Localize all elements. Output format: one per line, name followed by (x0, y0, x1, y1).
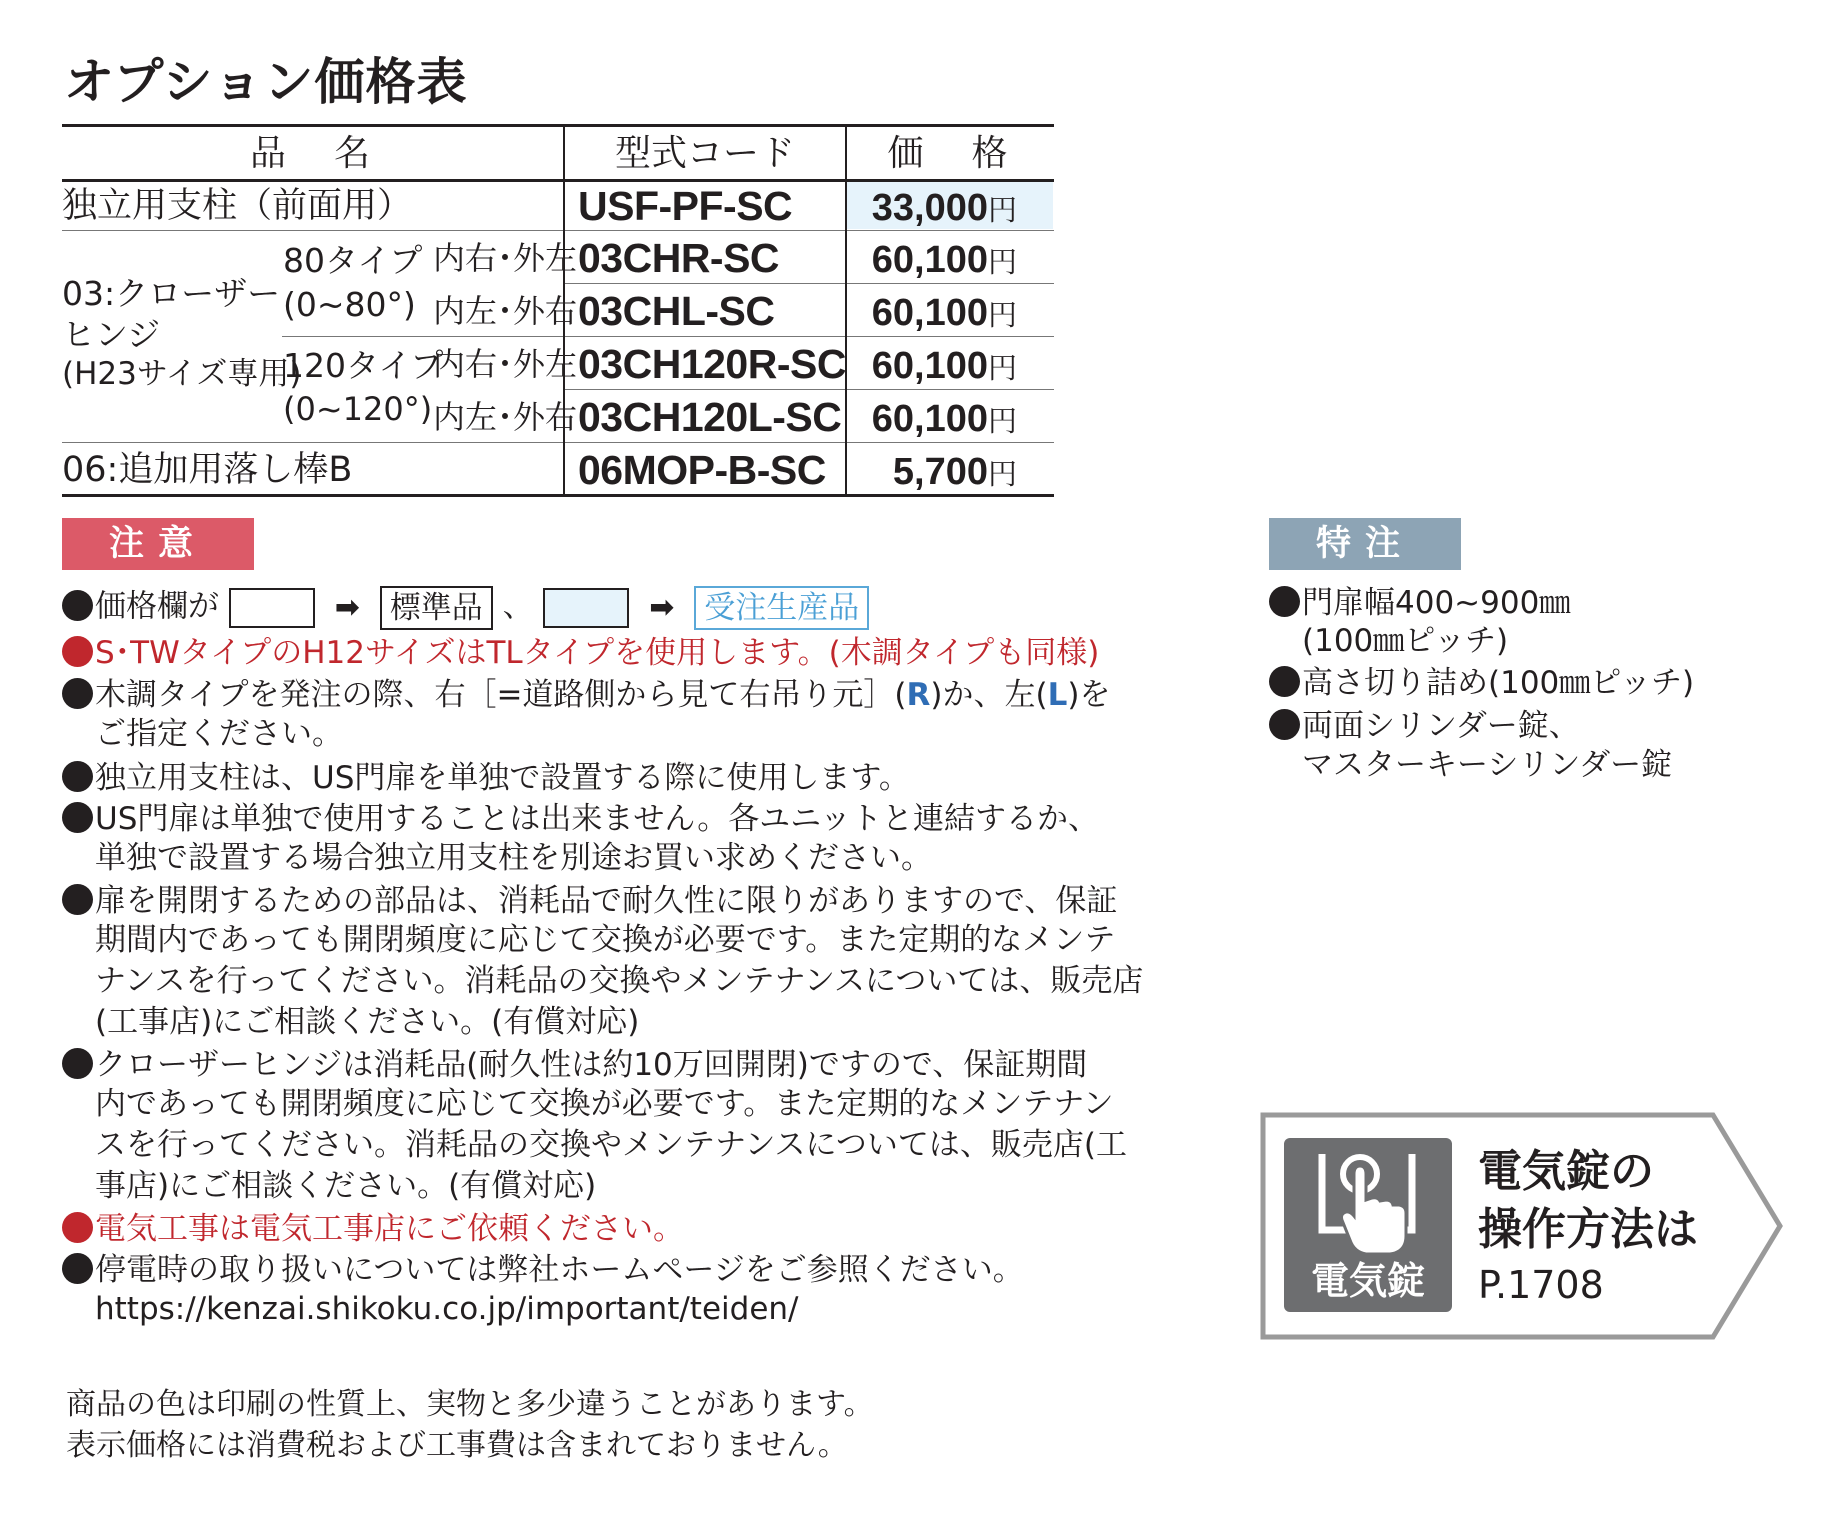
row-code: 03CHR-SC (578, 235, 780, 281)
header-name: 品 名 (249, 133, 376, 174)
table-bottom-rule (62, 494, 1054, 497)
type120-label: 120タイプ (283, 346, 444, 385)
caution-url[interactable]: https://kenzai.shikoku.co.jp/important/teiden/ (95, 1291, 799, 1327)
row-price: 60,100円 (871, 239, 1017, 281)
caution-item-cont: 事店)にご相談ください。(有償対応) (95, 1168, 597, 1204)
bullet-icon (62, 1253, 93, 1284)
caution-item: 停電時の取り扱いについては弊社ホームページをご参照ください。 (62, 1253, 1024, 1286)
special-item-cont: マスターキーシリンダー錠 (1302, 747, 1673, 783)
type120-range: (0~120°) (283, 390, 433, 428)
caution-item: S･TWタイプのH12サイズはTLタイプを使用します。(木調タイプも同様) (62, 636, 1099, 669)
row-code: 06MOP-B-SC (578, 447, 826, 493)
bullet-icon (62, 802, 93, 833)
touch-panel-icon (1300, 1148, 1436, 1258)
special-item: 高さ切り詰め(100㎜ピッチ) (1269, 666, 1694, 699)
caution-item-cont: ご指定ください。 (95, 716, 343, 752)
row-name: 独立用支柱（前面用） (62, 186, 413, 226)
table-top-rule (62, 124, 1054, 127)
caution-item: US門扉は単独で使用することは出来ません。各ユニットと連結するか、 (62, 802, 1099, 835)
row-name: 06:追加用落し棒B (62, 450, 353, 490)
made-to-order-legend-swatch (543, 588, 629, 628)
type80-label: 80タイプ (283, 241, 423, 280)
bullet-icon (62, 678, 93, 709)
promo-page-ref[interactable]: P.1708 (1478, 1263, 1604, 1307)
legend-line: 価格欄が ➡ 標準品 、 ➡ 受注生産品 (62, 586, 869, 630)
bullet-icon (62, 1048, 93, 1079)
standard-legend-swatch (229, 588, 315, 628)
row-code: USF-PF-SC (578, 183, 793, 229)
row-price: 60,100円 (871, 398, 1017, 440)
special-order-label: 特注 (1269, 518, 1461, 570)
bullet-icon (62, 1212, 93, 1243)
header-price: 価 格 (887, 133, 1014, 174)
promo-heading-line2: 操作方法は (1478, 1204, 1698, 1255)
side-label: 内右･外左 (433, 239, 578, 277)
footer-note: 表示価格には消費税および工事費は含まれておりません。 (66, 1428, 848, 1463)
option-price-table (0, 0, 1060, 510)
special-item: 両面シリンダー錠、 (1269, 709, 1580, 742)
hinge-group-label-1: 03:クローザー (62, 274, 281, 313)
row-price: 33,000円 (871, 187, 1017, 229)
caution-item: 木調タイプを発注の際、右［=道路側から見て右吊り元］(R)か、左(L)を (62, 678, 1110, 711)
footer-note: 商品の色は印刷の性質上、実物と多少違うことがあります。 (66, 1387, 874, 1422)
bullet-icon (1269, 586, 1300, 617)
bullet-icon (62, 761, 93, 792)
side-label: 内左･外右 (433, 292, 578, 330)
row-divider (564, 283, 1054, 284)
bullet-icon (62, 590, 93, 621)
type80-range: (0~80°) (283, 285, 416, 324)
caution-item-cont: 単独で設置する場合独立用支柱を別途お買い求めください。 (95, 840, 932, 876)
caution-item-cont: 内であっても開閉頻度に応じて交換が必要です。また定期的なメンテナン (95, 1086, 1114, 1122)
side-label: 内右･外左 (433, 345, 578, 383)
promo-heading-line1: 電気錠の (1478, 1146, 1654, 1197)
header-bottom-rule (62, 179, 1054, 182)
caution-item-cont: 期間内であっても開閉頻度に応じて交換が必要です。また定期的なメンテ (95, 922, 1116, 958)
caution-label: 注意 (62, 518, 254, 570)
bullet-icon (62, 884, 93, 915)
row-code: 03CH120L-SC (578, 394, 842, 440)
caution-item-cont: (工事店)にご相談ください。(有償対応) (95, 1004, 640, 1040)
caution-item-cont: ナンスを行ってください。消耗品の交換やメンテナンスについては、販売店 (95, 963, 1144, 999)
caution-item: クローザーヒンジは消耗品(耐久性は約10万回開閉)ですので、保証期間 (62, 1048, 1087, 1081)
arrow-right-icon: ➡ (334, 589, 360, 625)
bullet-icon (1269, 709, 1300, 740)
header-code: 型式コード (614, 133, 795, 174)
standard-legend-label: 標準品 (380, 586, 493, 630)
arrow-right-icon: ➡ (649, 589, 675, 625)
special-item-cont: (100㎜ピッチ) (1302, 623, 1509, 659)
bullet-icon (62, 636, 93, 667)
special-item: 門扉幅400~900㎜ (1269, 586, 1570, 619)
row-divider (564, 389, 1054, 390)
bullet-icon (1269, 666, 1300, 697)
hinge-group-label-2: ヒンジ (62, 315, 161, 354)
caution-item: 扉を開閉するための部品は、消耗品で耐久性に限りがありますので、保証 (62, 884, 1117, 917)
row-divider (62, 442, 1054, 443)
row-price: 5,700円 (892, 451, 1017, 493)
electric-lock-icon-label: 電気錠 (1310, 1259, 1425, 1303)
row-price: 60,100円 (871, 292, 1017, 334)
caution-item-cont: スを行ってください。消耗品の交換やメンテナンスについては、販売店(工 (95, 1127, 1127, 1163)
row-divider (282, 336, 1054, 337)
made-to-order-legend-label: 受注生産品 (694, 586, 869, 630)
row-code: 03CHL-SC (578, 288, 775, 334)
hinge-group-label-3: (H23サイズ専用) (62, 356, 302, 392)
side-label: 内左･外右 (433, 398, 578, 436)
page-title: オプション価格表 (64, 53, 468, 111)
caution-item: 電気工事は電気工事店にご依頼ください。 (62, 1212, 684, 1245)
caution-item: 独立用支柱は、US門扉を単独で設置する際に使用します。 (62, 761, 910, 794)
row-divider (62, 230, 1054, 231)
row-code: 03CH120R-SC (578, 341, 846, 387)
row-price: 60,100円 (871, 345, 1017, 387)
